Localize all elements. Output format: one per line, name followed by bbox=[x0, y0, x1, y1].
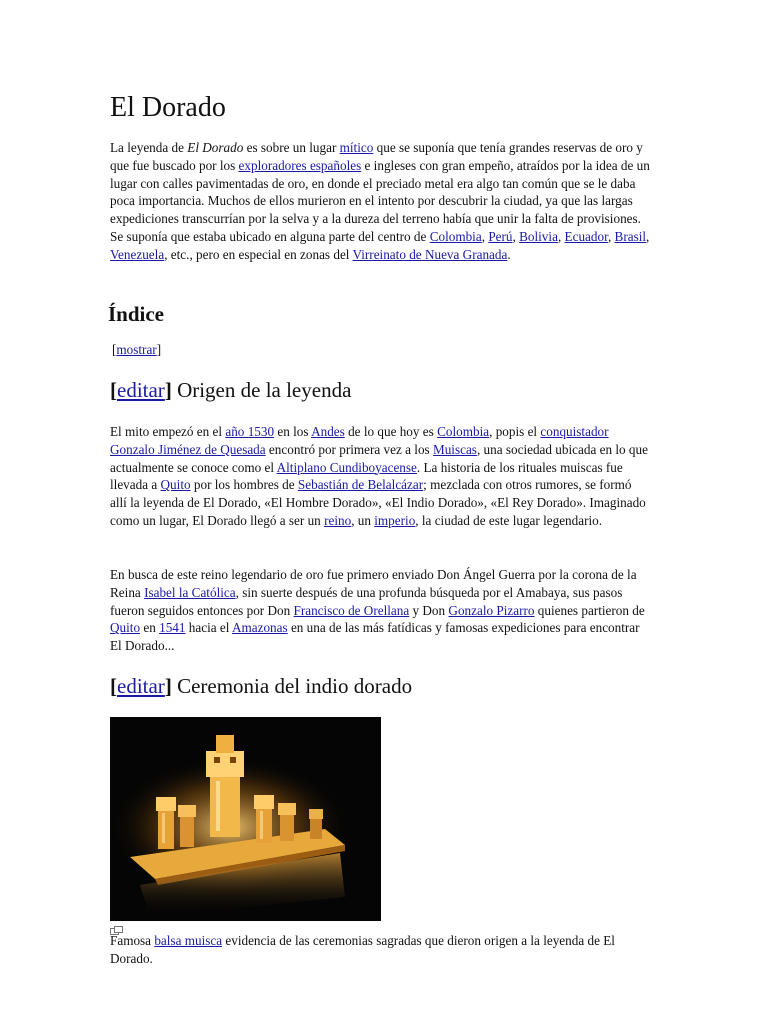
text: en los bbox=[274, 424, 312, 439]
text: hacia el bbox=[185, 620, 232, 636]
golden-raft-illustration bbox=[110, 717, 381, 921]
link-reino[interactable]: reino bbox=[324, 512, 352, 528]
text: , la ciudad de este lugar legendario. bbox=[415, 512, 603, 528]
text: es sobre un lugar bbox=[243, 140, 340, 155]
text: y Don bbox=[409, 602, 449, 618]
link-exploradores[interactable]: exploradores españoles bbox=[238, 157, 362, 173]
edit-link-origen[interactable]: editar bbox=[117, 378, 165, 402]
link-amazonas[interactable]: Amazonas bbox=[231, 620, 288, 636]
text: , bbox=[646, 228, 650, 244]
intro-paragraph bbox=[110, 139, 650, 264]
text: en una de las más fatídicas y famosas expediciones para encontrar El Dorado... bbox=[110, 620, 640, 654]
text: , popis el bbox=[489, 424, 541, 439]
emphasis: El Dorado bbox=[187, 140, 244, 155]
magnify-icon[interactable] bbox=[110, 922, 123, 931]
text: encontró por primera vez a los bbox=[265, 441, 433, 457]
section-heading-origen bbox=[110, 378, 351, 403]
edit-link-ceremonia[interactable]: editar bbox=[117, 674, 165, 698]
link-virreinato[interactable]: Virreinato de Nueva Granada bbox=[352, 246, 508, 262]
text: En busca de este reino legendario de oro fue primero enviado Don Ángel Guerra por la corona de la Reina bbox=[110, 567, 637, 600]
text: , una sociedad ubicada en lo que actualmente se conoce como el bbox=[110, 441, 648, 475]
text: El mito empezó en el bbox=[110, 424, 226, 439]
text: evidencia de las ceremonias sagradas que dieron origen a la leyenda de El Dorado. bbox=[110, 933, 615, 966]
origin-paragraph-2 bbox=[110, 566, 650, 655]
section-title: Ceremonia del indio dorado bbox=[171, 674, 413, 698]
link-colombia-2[interactable]: Colombia bbox=[437, 424, 490, 439]
text: por los hombres de bbox=[190, 477, 298, 493]
text: , un bbox=[351, 512, 375, 528]
link-balsa-muisca[interactable]: balsa muisca bbox=[154, 933, 223, 948]
link-1530[interactable]: año 1530 bbox=[225, 424, 275, 439]
text: que se suponía que tenía grandes reservas de oro y que fue buscado por los bbox=[110, 140, 643, 173]
link-conquistador[interactable]: conquistador bbox=[540, 424, 609, 439]
text: e ingleses con gran empeño, atraídos por la idea de un lugar con calles pavimentadas de oro, en donde el preciado metal era algo tan común que se le daba poca importancia. Muchos de ellos murieron en el intento por descubrir la ciudad, ya que las largas expediciones transcurrían por la selva y a la dureza del terreno había que unir la falta de provisiones. Se suponía que estaba ubicado en alguna parte del centro de bbox=[110, 157, 650, 244]
link-bolivia[interactable]: Bolivia bbox=[519, 228, 558, 244]
link-muiscas[interactable]: Muiscas bbox=[432, 441, 477, 457]
link-venezuela[interactable]: Venezuela bbox=[110, 246, 165, 262]
link-sebastian[interactable]: Sebastián de Belalcázar bbox=[297, 477, 424, 493]
link-colombia[interactable]: Colombia bbox=[429, 228, 482, 244]
toc-heading: Índice bbox=[108, 302, 165, 326]
text: , bbox=[481, 228, 489, 244]
link-andes[interactable]: Andes bbox=[311, 424, 345, 439]
section-title: Origen de la leyenda bbox=[171, 378, 352, 402]
text: , bbox=[512, 228, 520, 244]
text: . La historia de los rituales muiscas fue llevada a bbox=[110, 459, 623, 493]
link-1541[interactable]: 1541 bbox=[159, 620, 186, 636]
link-brasil[interactable]: Brasil bbox=[614, 228, 647, 244]
link-ecuador[interactable]: Ecuador bbox=[564, 228, 608, 244]
link-pizarro[interactable]: Gonzalo Pizarro bbox=[448, 602, 535, 618]
text: La leyenda de bbox=[110, 140, 188, 155]
page-title: El Dorado bbox=[110, 92, 226, 123]
bracket: [ bbox=[110, 378, 117, 402]
text: de lo que hoy es bbox=[344, 424, 438, 439]
text: , etc., pero en especial en zonas del bbox=[164, 246, 353, 262]
image-caption bbox=[110, 932, 650, 968]
link-peru[interactable]: Perú bbox=[488, 228, 513, 244]
text: Famosa bbox=[110, 933, 155, 948]
bracket: [ bbox=[110, 674, 117, 698]
toc-toggle bbox=[112, 342, 161, 358]
bracket: ] bbox=[164, 378, 172, 402]
bracket: ] bbox=[156, 342, 162, 357]
toc-show-link[interactable]: mostrar bbox=[116, 342, 157, 357]
link-quito[interactable]: Quito bbox=[160, 477, 191, 493]
link-mitico[interactable]: mítico bbox=[339, 140, 374, 155]
text: quienes partieron de bbox=[534, 602, 645, 618]
text: , bbox=[607, 228, 615, 244]
origin-paragraph-1 bbox=[110, 423, 650, 530]
section-heading-ceremonia bbox=[110, 674, 412, 699]
link-orellana[interactable]: Francisco de Orellana bbox=[293, 602, 410, 618]
text: , bbox=[557, 228, 565, 244]
text: ; mezclada con otros rumores, se formó allí la leyenda de El Dorado, «El Hombre Dorado», «El Indio Dorado», «El Rey Dorado». Imaginado como un lugar, El Dorado llegó a ser un bbox=[110, 477, 646, 528]
text: . bbox=[507, 246, 511, 262]
bracket: ] bbox=[164, 674, 172, 698]
golden-raft-photo[interactable] bbox=[110, 717, 381, 921]
link-gonzalo-jimenez[interactable]: Gonzalo Jiménez de Quesada bbox=[110, 441, 266, 457]
text: , sin suerte después de una profunda búsqueda por el Amabaya, sus pasos fueron seguidos entonces por Don bbox=[110, 584, 623, 618]
bracket: [ bbox=[112, 342, 117, 357]
link-quito-2[interactable]: Quito bbox=[110, 620, 141, 636]
link-imperio[interactable]: imperio bbox=[374, 512, 416, 528]
text: en bbox=[140, 620, 160, 636]
link-isabel[interactable]: Isabel la Católica bbox=[144, 584, 236, 600]
link-altiplano[interactable]: Altiplano Cundiboyacense bbox=[276, 459, 417, 475]
